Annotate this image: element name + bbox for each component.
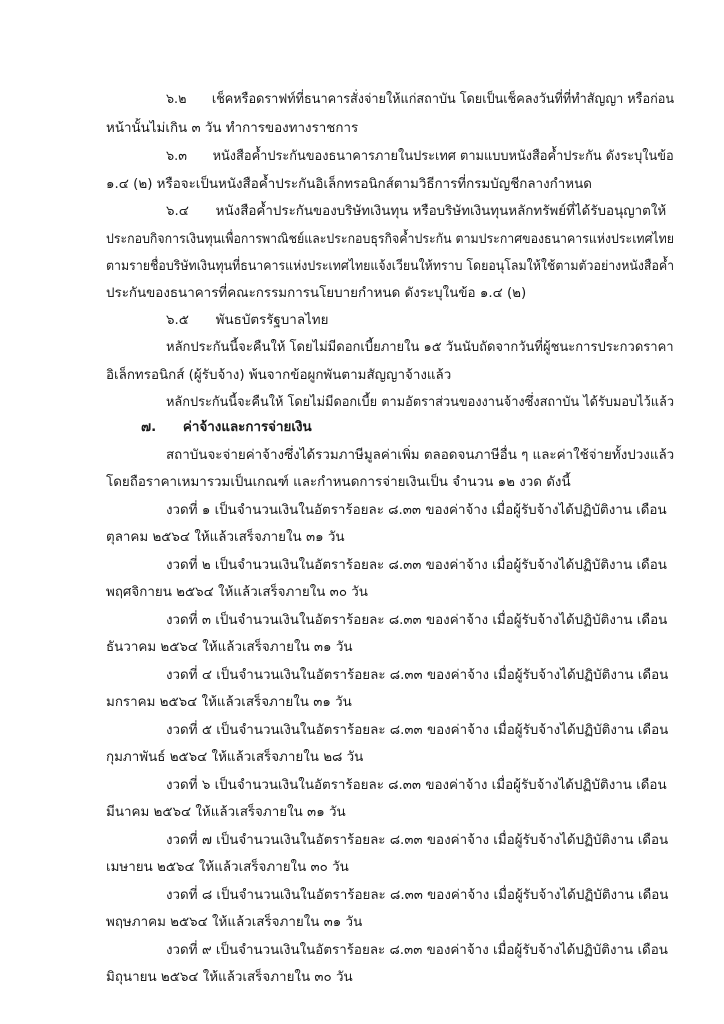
installment-1-line-2: ตุลาคม ๒๕๖๔ ให้แล้วเสร็จภายใน ๓๑ วัน bbox=[106, 530, 345, 545]
clause-6-2-line-2: หน้านั้นไม่เกิน ๓ วัน ทำการของทางราชการ bbox=[106, 121, 359, 136]
clause-6-4-line-3: ตามรายชื่อบริษัทเงินทุนที่ธนาคารแห่งประเทศไทยแจ้งเวียนให้ทราบ โดยอนุโลมให้ใช้ตามตัวอย่างหนังสือค้ำ bbox=[106, 259, 675, 274]
section-7-line-1: สถาบันจะจ่ายค่าจ้างซึ่งได้รวมภาษีมูลค่าเพิ่ม ตลอดจนภาษีอื่น ๆ และค่าใช้จ่ายทั้งปวงแล้ว bbox=[166, 448, 675, 463]
return-clause-1-line-2: อิเล็กทรอนิกส์ (ผู้รับจ้าง) พ้นจากข้อผูกพันตามสัญญาจ้างแล้ว bbox=[106, 368, 452, 383]
installment-9-line-1: งวดที่ ๙ เป็นจำนวนเงินในอัตราร้อยละ ๘.๓๓ ของค่าจ้าง เมื่อผู้รับจ้างได้ปฏิบัติงาน เดือน bbox=[166, 943, 668, 958]
clause-6-4-line-4: ประกันของธนาคารที่คณะกรรมการนโยบายกำหนด ดังระบุในข้อ ๑.๔ (๒) bbox=[106, 286, 527, 301]
installment-6-line-1: งวดที่ ๖ เป็นจำนวนเงินในอัตราร้อยละ ๘.๓๓ ของค่าจ้าง เมื่อผู้รับจ้างได้ปฏิบัติงาน เดือน bbox=[166, 778, 667, 793]
installment-9-line-2: มิถุนายน ๒๕๖๔ ให้แล้วเสร็จภายใน ๓๐ วัน bbox=[106, 970, 353, 985]
clause-6-5: ๖.๕ พันธบัตรรัฐบาลไทย bbox=[166, 313, 329, 328]
clause-6-4-line-1: ๖.๔ หนังสือค้ำประกันของบริษัทเงินทุน หรือบริษัทเงินทุนหลักทรัพย์ที่ได้รับอนุญาตให้ bbox=[166, 204, 667, 219]
clause-6-4-line-2: ประกอบกิจการเงินทุนเพื่อการพาณิชย์และประกอบธุรกิจค้ำประกัน ตามประกาศของธนาคารแห่งประเทศไทย bbox=[106, 232, 675, 247]
installment-5-line-2: กุมภาพันธ์ ๒๕๖๔ ให้แล้วเสร็จภายใน ๒๘ วัน bbox=[106, 750, 364, 765]
installment-3-line-2: ธันวาคม ๒๕๖๔ ให้แล้วเสร็จภายใน ๓๑ วัน bbox=[106, 640, 353, 655]
installment-2-line-1: งวดที่ ๒ เป็นจำนวนเงินในอัตราร้อยละ ๘.๓๓ ของค่าจ้าง เมื่อผู้รับจ้างได้ปฏิบัติงาน เดือน bbox=[166, 558, 667, 573]
installment-8-line-1: งวดที่ ๘ เป็นจำนวนเงินในอัตราร้อยละ ๘.๓๓ ของค่าจ้าง เมื่อผู้รับจ้างได้ปฏิบัติงาน เดือน bbox=[166, 888, 669, 903]
return-clause-1-line-1: หลักประกันนี้จะคืนให้ โดยไม่มีดอกเบี้ยภายใน ๑๕ วันนับถัดจากวันที่ผู้ชนะการประกวดราคา bbox=[166, 340, 674, 355]
clause-6-3-line-1: ๖.๓ หนังสือค้ำประกันของธนาคารภายในประเทศ ตามแบบหนังสือค้ำประกัน ดังระบุในข้อ bbox=[166, 149, 674, 164]
section-7-line-2: โดยถือราคาเหมารวมเป็นเกณฑ์ และกำหนดการจ่ายเงินเป็น จำนวน ๑๒ งวด ดังนี้ bbox=[106, 475, 571, 490]
installment-4-line-1: งวดที่ ๔ เป็นจำนวนเงินในอัตราร้อยละ ๘.๓๓ ของค่าจ้าง เมื่อผู้รับจ้างได้ปฏิบัติงาน เดือน bbox=[166, 668, 669, 683]
installment-4-line-2: มกราคม ๒๕๖๔ ให้แล้วเสร็จภายใน ๓๑ วัน bbox=[106, 695, 352, 710]
installment-1-line-1: งวดที่ ๑ เป็นจำนวนเงินในอัตราร้อยละ ๘.๓๓ ของค่าจ้าง เมื่อผู้รับจ้างได้ปฏิบัติงาน เดือน bbox=[166, 503, 667, 518]
installment-2-line-2: พฤศจิกายน ๒๕๖๔ ให้แล้วเสร็จภายใน ๓๐ วัน bbox=[106, 585, 368, 600]
installment-3-line-1: งวดที่ ๓ เป็นจำนวนเงินในอัตราร้อยละ ๘.๓๓ ของค่าจ้าง เมื่อผู้รับจ้างได้ปฏิบัติงาน เดือน bbox=[166, 613, 668, 628]
installment-5-line-1: งวดที่ ๕ เป็นจำนวนเงินในอัตราร้อยละ ๘.๓๓ ของค่าจ้าง เมื่อผู้รับจ้างได้ปฏิบัติงาน เดือน bbox=[166, 723, 669, 738]
section-7-heading: ๗. ค่าจ้างและการจ่ายเงิน bbox=[141, 420, 312, 435]
clause-6-3-line-2: ๑.๔ (๒) หรือจะเป็นหนังสือค้ำประกันอิเล็กทรอนิกส์ตามวิธีการที่กรมบัญชีกลางกำหนด bbox=[106, 177, 592, 192]
installment-7-line-1: งวดที่ ๗ เป็นจำนวนเงินในอัตราร้อยละ ๘.๓๓ ของค่าจ้าง เมื่อผู้รับจ้างได้ปฏิบัติงาน เดือน bbox=[166, 833, 669, 848]
installment-8-line-2: พฤษภาคม ๒๕๖๔ ให้แล้วเสร็จภายใน ๓๑ วัน bbox=[106, 915, 363, 930]
clause-6-2-line-1: ๖.๒ เช็คหรือดราฟท์ที่ธนาคารสั่งจ่ายให้แก่สถาบัน โดยเป็นเช็คลงวันที่ที่ทำสัญญา หรือก่อน bbox=[166, 92, 675, 107]
installment-6-line-2: มีนาคม ๒๕๖๔ ให้แล้วเสร็จภายใน ๓๑ วัน bbox=[106, 805, 346, 820]
return-clause-2: หลักประกันนี้จะคืนให้ โดยไม่มีดอกเบี้ย ตามอัตราส่วนของงานจ้างซึ่งสถาบัน ได้รับมอบไว้แล้ว bbox=[166, 395, 675, 410]
installment-7-line-2: เมษายน ๒๕๖๔ ให้แล้วเสร็จภายใน ๓๐ วัน bbox=[106, 860, 349, 875]
